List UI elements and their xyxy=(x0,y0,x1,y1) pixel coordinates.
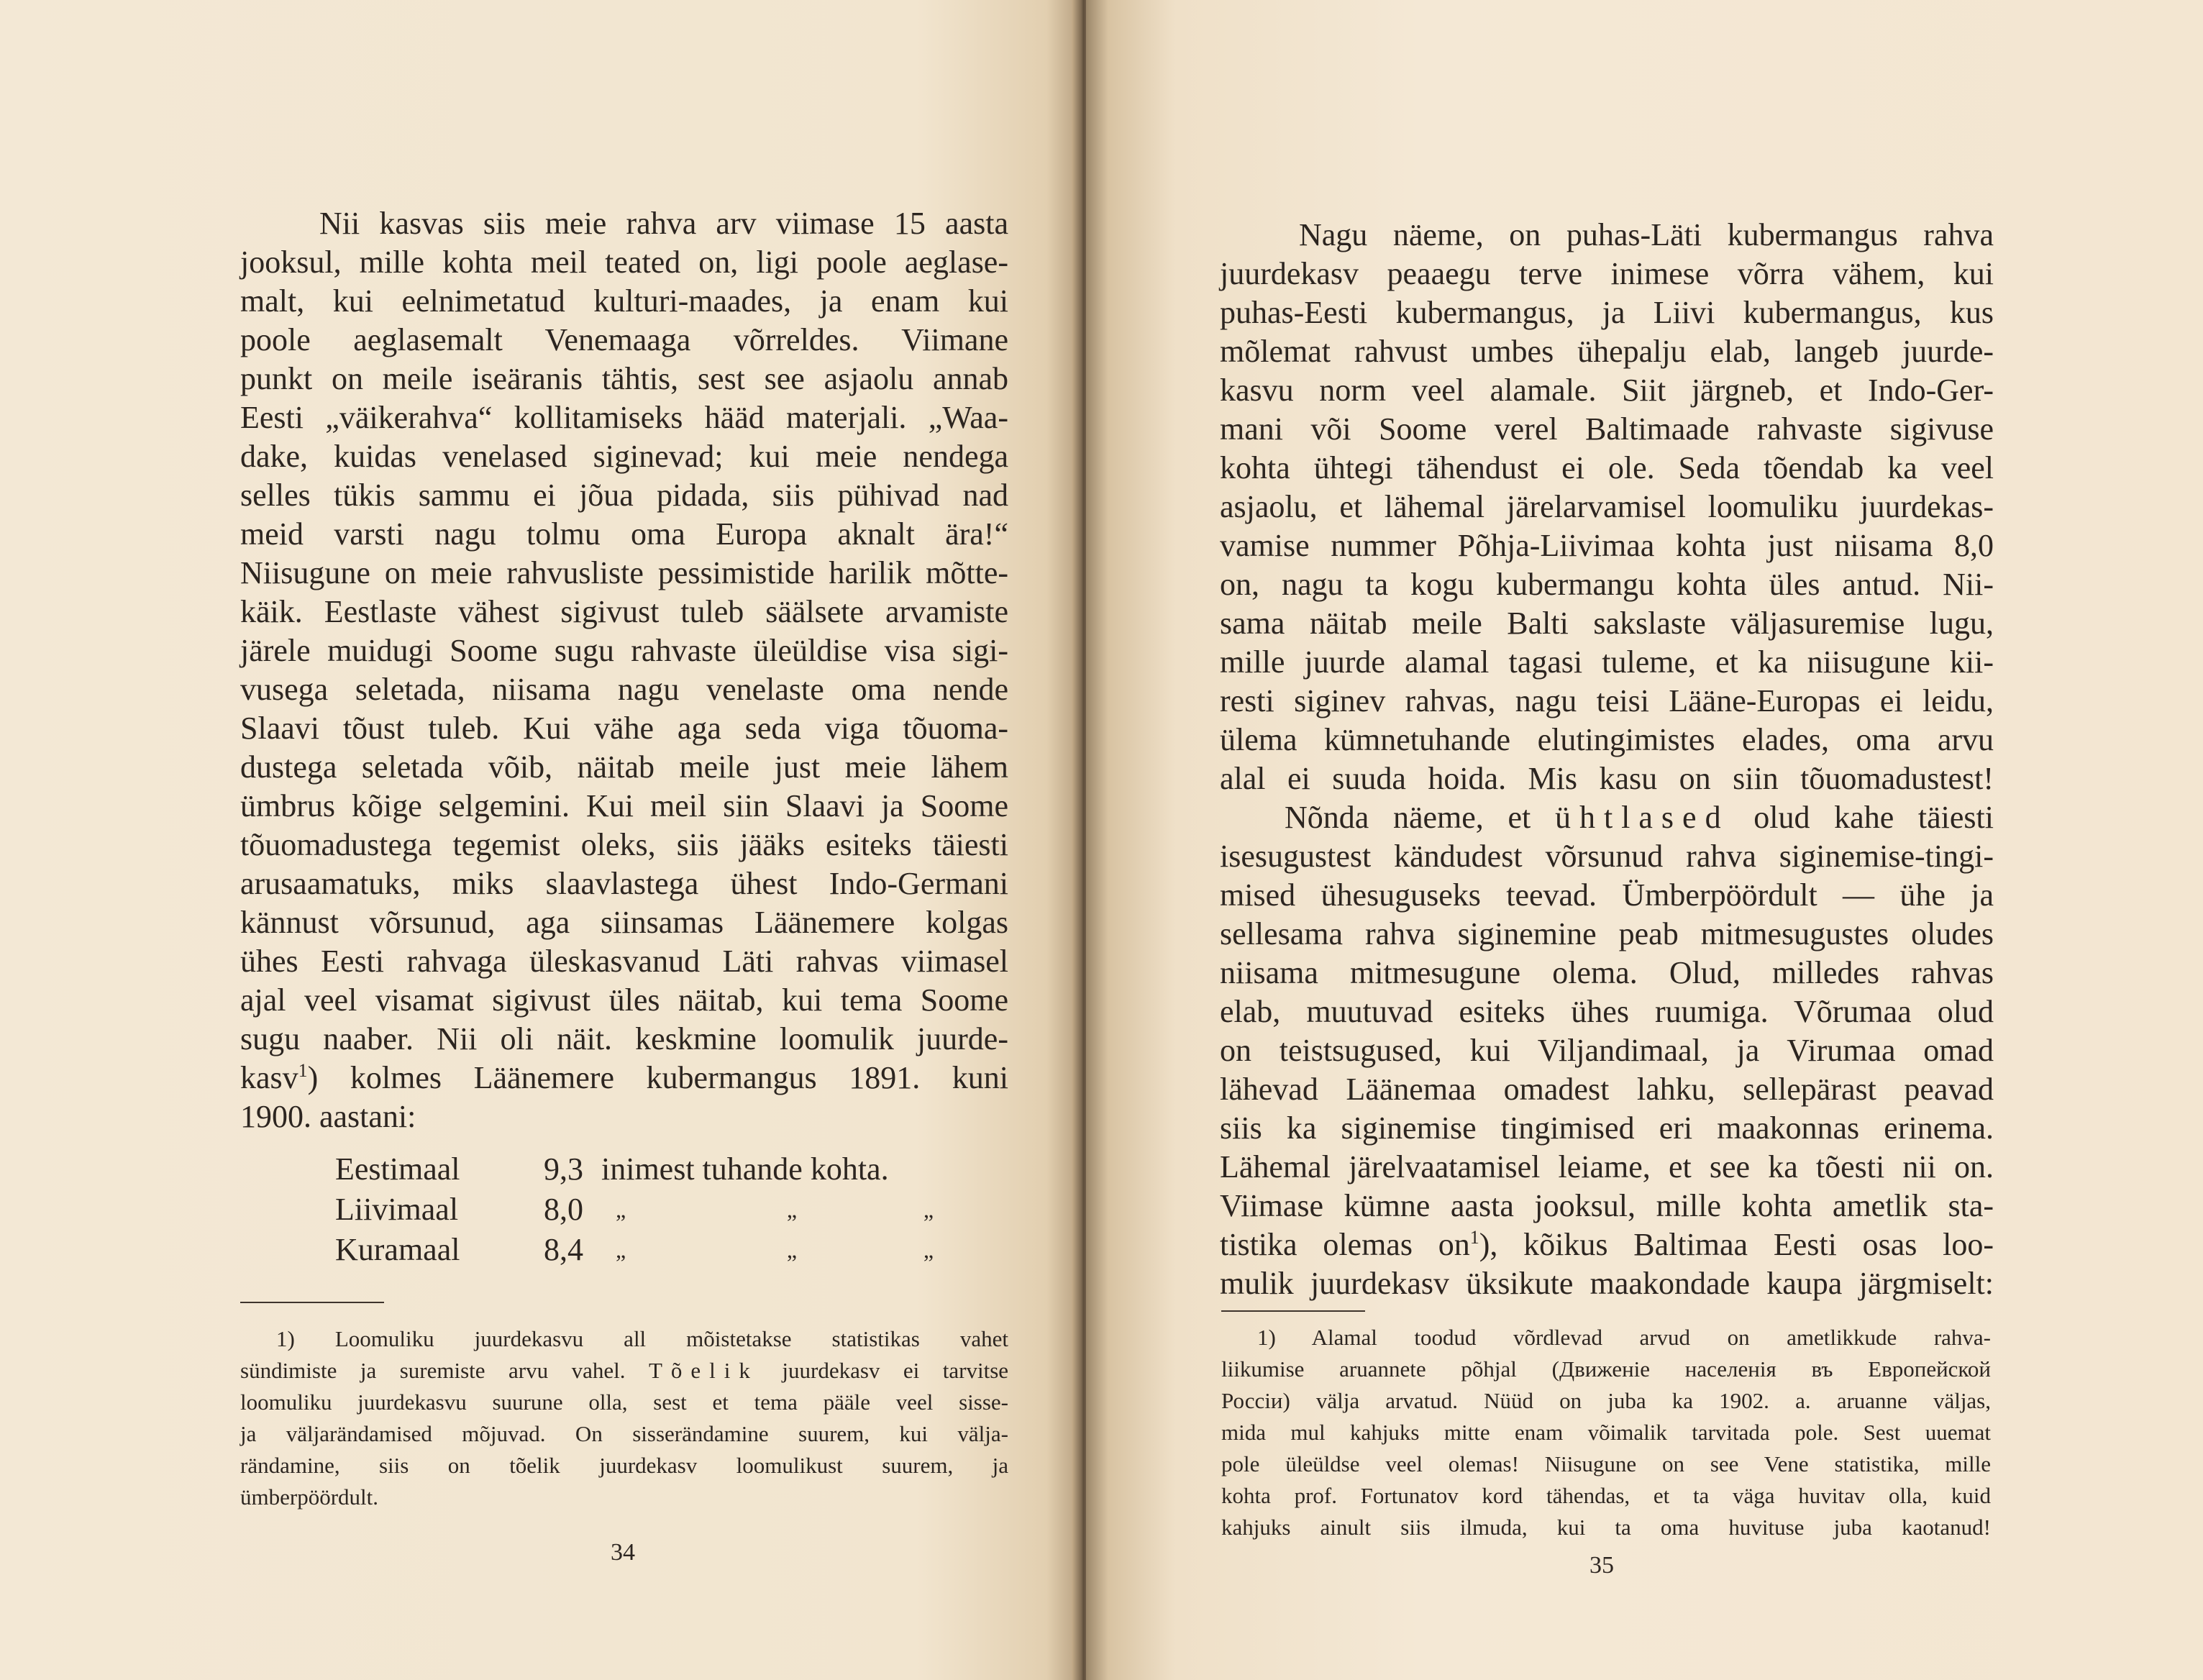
text-line: dustega seletada võib, näitab meile just meie lähem xyxy=(240,749,1008,785)
text-line: isesugustest kändudest võrsunud rahva siginemise-tingi- xyxy=(1220,839,1994,874)
footnote-line: loomuliku juurdekasvu suurune olla, sest et tema pääle veel sisse- xyxy=(240,1389,1008,1415)
text-line: malt, kui eelnimetatud kulturi-maades, ja enam kui xyxy=(240,283,1008,319)
stats-region: Liivimaal xyxy=(335,1192,459,1227)
text-line: sugu naaber. Nii oli näit. keskmine loomulik juurde- xyxy=(240,1021,1008,1056)
ditto-mark: „ xyxy=(923,1237,934,1263)
text-line: on teistsugused, kui Viljandimaal, ja Virumaa omad xyxy=(1220,1033,1994,1068)
text-line: elab, muutuvad esiteks ühes ruumiga. Võrumaa olud xyxy=(1220,994,1994,1029)
left-page xyxy=(0,0,1079,1680)
growth-stats-table xyxy=(335,1149,997,1270)
footnote-line: ümberpöördult. xyxy=(240,1484,378,1510)
text-line: kännust võrsunud, aga siinsamas Läänemere kolgas xyxy=(240,905,1008,940)
text-fragment: ), kõikus Baltimaa Eesti osas loo- xyxy=(1479,1227,1994,1262)
text-line: vamise nummer Põhja-Liivimaa kohta just niisama 8,0 xyxy=(1220,528,1994,563)
text-line: kasvu norm veel alamale. Siit järgneb, et Indo-Ger- xyxy=(1220,373,1994,408)
text-fragment: tistika olemas on xyxy=(1220,1227,1470,1262)
text-line: meid varsti nagu tolmu oma Europa aknalt ära!“ xyxy=(240,516,1008,552)
footnote-line: Россiи) välja arvatud. Nüüd on juba ka 1902. a. aruanne väljas, xyxy=(1221,1388,1991,1413)
text-fragment: sündimiste ja suremiste arvu vahel. xyxy=(240,1358,626,1383)
footnote-line: rändamine, siis on tõelik juurdekasv loomulikust suurem, ja xyxy=(240,1453,1008,1478)
right-body-text xyxy=(1220,216,1994,1303)
stats-row xyxy=(335,1230,997,1270)
text-line: sellesama rahva siginemine peab mitmesugustes oludes xyxy=(1220,916,1994,951)
text-line: ümbrus kõige selgemini. Kui meil siin Slaavi ja Soome xyxy=(240,788,1008,823)
text-line: käik. Eestlaste vähest sigivust tuleb säälsete arvamiste xyxy=(240,594,1008,629)
stats-row xyxy=(335,1149,997,1190)
stats-value: 8,4 xyxy=(544,1232,583,1267)
text-line: mani või Soome verel Baltimaade rahvaste sigivuse xyxy=(1220,411,1994,447)
text-line: arusaamatuks, miks slaavlastega ühest Indo-Germani xyxy=(240,866,1008,901)
text-line: mulik juurdekasv üksikute maakondade kaupa järgmiselt: xyxy=(1220,1266,1994,1301)
text-line: Slaavi tõust tuleb. Kui vähe aga seda viga tõuoma- xyxy=(240,711,1008,746)
text-line: siis ka siginemise tingimised eri maakonnas erinema. xyxy=(1220,1110,1994,1146)
footnote-line: 1) Loomuliku juurdekasvu all mõistetakse statistikas vahet xyxy=(276,1326,1008,1351)
footnote-divider xyxy=(240,1302,384,1303)
left-body-text xyxy=(240,204,1008,1136)
text-line: mised ühesuguseks teevad. Ümberpöördult — ühe ja xyxy=(1220,877,1994,913)
ditto-mark: „ xyxy=(923,1197,934,1223)
text-line xyxy=(1220,1225,1994,1264)
footnote-line: mida mul kahjuks mitte enam võimalik tarvitada pole. Sest uuemat xyxy=(1221,1420,1991,1445)
footnote-line: 1) Alamal toodud võrdlevad arvud on ametlikkude rahva- xyxy=(1257,1325,1991,1350)
footnote-line: liikumise aruannete põhjal (Движенiе населенiя въ Европейской xyxy=(1221,1356,1991,1382)
text-line: vusega seletada, niisama nagu venelaste oma nende xyxy=(240,672,1008,707)
text-line: mõlemat rahvust umbes ühepalju elab, langeb juurde- xyxy=(1220,334,1994,369)
footnote-divider xyxy=(1221,1310,1365,1312)
page-number: 34 xyxy=(611,1539,635,1566)
stats-value: 8,0 xyxy=(544,1192,583,1227)
stats-region: Eestimaal xyxy=(335,1151,460,1187)
text-line: asjaolu, et lähemal järelarvamisel loomuliku juurdekas- xyxy=(1220,489,1994,524)
stats-unit: inimest tuhande kohta. xyxy=(601,1151,889,1187)
ditto-mark: „ xyxy=(786,1237,798,1263)
text-line: jooksul, mille kohta meil teated on, ligi poole aeglase- xyxy=(240,245,1008,280)
text-line: Nagu näeme, on puhas-Läti kubermangus rahva xyxy=(1299,217,1994,252)
text-fragment: kasv xyxy=(240,1060,298,1095)
ditto-mark: „ xyxy=(616,1237,626,1263)
text-line: selles tükis sammu ei jõua pidada, siis pühivad nad xyxy=(240,478,1008,513)
text-line xyxy=(240,1059,1008,1097)
text-line: järele muidugi Soome sugu rahvaste üleüldise visa sigi- xyxy=(240,633,1008,668)
footnote-line: kahjuks ainult siis ilmuda, kui ta oma huvituse juba kaotanud! xyxy=(1221,1515,1991,1540)
text-line: kohta ühtegi tähendust ei ole. Seda tõendab ka veel xyxy=(1220,450,1994,485)
stats-value: 9,3 xyxy=(544,1151,583,1187)
text-line: juurdekasv peaaegu terve inimese võrra vähem, kui xyxy=(1220,256,1994,291)
text-line: on, nagu ta kogu kubermangu kohta üles antud. Nii- xyxy=(1220,567,1994,602)
text-line: sama näitab meile Balti sakslaste väljasuremise lugu, xyxy=(1220,606,1994,641)
ditto-mark: „ xyxy=(616,1197,626,1223)
text-fragment: juurdekasv ei tarvitse xyxy=(782,1358,1009,1383)
footnote-line xyxy=(240,1355,1008,1387)
page-number: 35 xyxy=(1589,1552,1614,1579)
text-fragment: ) kolmes Läänemere kubermangus 1891. kuni xyxy=(307,1060,1008,1095)
right-page xyxy=(1086,0,2203,1680)
text-line: Lähemal järelvaatamisel leiame, et see ka tõesti nii on. xyxy=(1220,1149,1994,1184)
footnote-line: ja väljarändamised mõjuvad. On sisserändamine suurem, kui välja- xyxy=(240,1421,1008,1446)
footnote-line: kohta prof. Fortunatov kord tähendas, et ta väga huvitav olla, kuid xyxy=(1221,1483,1991,1508)
text-line: puhas-Eesti kubermangus, ja Liivi kubermangus, kus xyxy=(1220,295,1994,330)
text-line: Nii kasvas siis meie rahva arv viimase 15 aasta xyxy=(319,206,1008,241)
right-footnote xyxy=(1221,1322,1991,1543)
ditto-mark: „ xyxy=(786,1197,798,1223)
footnote-ref: 1 xyxy=(298,1060,308,1081)
text-line: dake, kuidas venelased siginevad; kui meie nendega xyxy=(240,439,1008,474)
text-line: mille juurde alamal tagasi tuleme, et ka niisugune kii- xyxy=(1220,644,1994,680)
footnote-line: pole üleüldse veel olemas! Niisugune on see Vene statistika, mille xyxy=(1221,1451,1991,1476)
text-line: Eesti „väikerahva“ kollitamiseks hääd materjali. „Waa- xyxy=(240,400,1008,435)
text-line: 1900. aastani: xyxy=(240,1099,416,1134)
text-line: Niisugune on meie rahvusliste pessimistide harilik mõtte- xyxy=(240,555,1008,590)
text-line: lähevad Läänemaa omadest lahku, sellepärast peavad xyxy=(1220,1072,1994,1107)
stats-region: Kuramaal xyxy=(335,1232,460,1267)
text-line: alal ei suuda hoida. Mis kasu on siin tõuomadustest! xyxy=(1220,761,1994,796)
emphasis-spaced: ühtlased xyxy=(1554,800,1730,835)
stats-row xyxy=(335,1190,997,1230)
footnote-ref: 1 xyxy=(1469,1227,1479,1248)
text-fragment: Nõnda näeme, et xyxy=(1285,800,1531,835)
text-line: ühes Eesti rahvaga üleskasvanud Läti rahvas viimasel xyxy=(240,944,1008,979)
text-line: ülema kümnetuhande elutingimistes elades, oma arvu xyxy=(1220,722,1994,757)
text-line: punkt on meile iseäranis tähtis, sest see asjaolu annab xyxy=(240,361,1008,396)
text-fragment: olud kahe täiesti xyxy=(1753,800,1994,835)
emphasis-spaced: Tõelik xyxy=(648,1358,759,1383)
text-line: niisama mitmesugune olema. Olud, milledes rahvas xyxy=(1220,955,1994,990)
text-line: resti siginev rahvas, nagu teisi Lääne-Europas ei leidu, xyxy=(1220,683,1994,718)
text-line: tõuomadustega tegemist oleks, siis jääks esiteks täiesti xyxy=(240,827,1008,862)
text-line xyxy=(1220,798,1994,837)
text-line: ajal veel visamat sigivust üles näitab, kui tema Soome xyxy=(240,982,1008,1018)
text-line: poole aeglasemalt Venemaaga võrreldes. Viimane xyxy=(240,322,1008,357)
left-footnote xyxy=(240,1323,1008,1513)
text-line: Viimase kümne aasta jooksul, mille kohta ametlik sta- xyxy=(1220,1188,1994,1223)
